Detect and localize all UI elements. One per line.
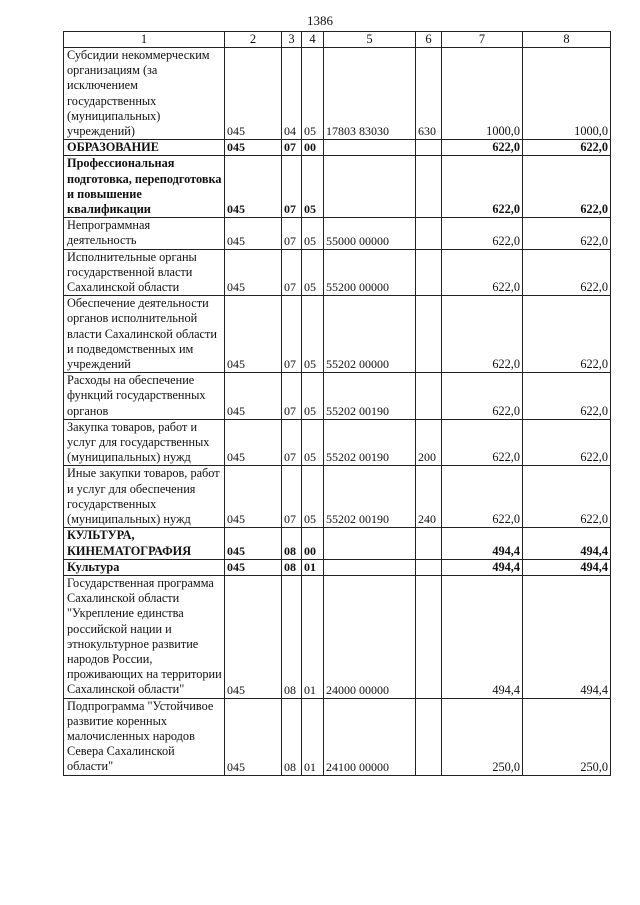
row-department-code: 045 xyxy=(225,559,282,575)
row-expense-type xyxy=(416,249,442,296)
row-expense-type xyxy=(416,698,442,775)
row-target-article xyxy=(324,528,416,559)
table-row xyxy=(64,466,611,528)
row-subsection-code: 05 xyxy=(302,218,324,249)
table-row xyxy=(64,218,611,249)
row-name: Подпрограмма "Устойчивое развитие коренных малочисленных народов Севера Сахалинской области" xyxy=(64,698,225,775)
row-target-article xyxy=(324,140,416,156)
row-expense-type xyxy=(416,296,442,373)
row-sum-column-7: 622,0 xyxy=(442,249,523,296)
row-subsection-code: 00 xyxy=(302,140,324,156)
row-department-code: 045 xyxy=(225,575,282,698)
row-section-code: 07 xyxy=(282,296,302,373)
row-sum-column-7: 250,0 xyxy=(442,698,523,775)
row-department-code: 045 xyxy=(225,466,282,528)
header-cell: 3 xyxy=(282,32,302,48)
row-sum-column-7: 622,0 xyxy=(442,156,523,218)
header-cell: 2 xyxy=(225,32,282,48)
row-target-article: 55000 00000 xyxy=(324,218,416,249)
row-target-article: 55202 00000 xyxy=(324,296,416,373)
row-name: Иные закупки товаров, работ и услуг для обеспечения государственных (муниципальных) нужд xyxy=(64,466,225,528)
row-department-code: 045 xyxy=(225,373,282,420)
header-cell: 1 xyxy=(64,32,225,48)
row-sum-column-7: 494,4 xyxy=(442,575,523,698)
header-cell: 4 xyxy=(302,32,324,48)
row-sum-column-7: 622,0 xyxy=(442,296,523,373)
row-target-article xyxy=(324,156,416,218)
row-section-code: 07 xyxy=(282,373,302,420)
row-sum-column-8: 494,4 xyxy=(523,575,611,698)
row-department-code: 045 xyxy=(225,218,282,249)
row-department-code: 045 xyxy=(225,528,282,559)
table-row xyxy=(64,559,611,575)
row-target-article: 17803 83030 xyxy=(324,48,416,140)
page-number: 1386 xyxy=(307,13,333,28)
row-name: ОБРАЗОВАНИЕ xyxy=(64,140,225,156)
row-expense-type: 200 xyxy=(416,419,442,466)
row-section-code: 08 xyxy=(282,559,302,575)
row-sum-column-8: 494,4 xyxy=(523,528,611,559)
row-name: Непрограммная деятельность xyxy=(64,218,225,249)
row-name: Субсидии некоммерческим организациям (за исключением государственных (муниципальных) учреждений) xyxy=(64,48,225,140)
table-row xyxy=(64,373,611,420)
row-expense-type xyxy=(416,156,442,218)
table-row xyxy=(64,528,611,559)
row-name: Культура xyxy=(64,559,225,575)
table-row xyxy=(64,419,611,466)
row-name: Закупка товаров, работ и услуг для государственных (муниципальных) нужд xyxy=(64,419,225,466)
row-expense-type: 630 xyxy=(416,48,442,140)
row-subsection-code: 05 xyxy=(302,48,324,140)
header-cell: 7 xyxy=(442,32,523,48)
row-department-code: 045 xyxy=(225,296,282,373)
table-row xyxy=(64,140,611,156)
row-sum-column-8: 622,0 xyxy=(523,373,611,420)
row-section-code: 08 xyxy=(282,698,302,775)
row-expense-type xyxy=(416,218,442,249)
row-department-code: 045 xyxy=(225,156,282,218)
row-section-code: 07 xyxy=(282,466,302,528)
row-sum-column-7: 622,0 xyxy=(442,218,523,249)
row-section-code: 08 xyxy=(282,528,302,559)
row-name: Расходы на обеспечение функций государственных органов xyxy=(64,373,225,420)
row-subsection-code: 05 xyxy=(302,249,324,296)
row-sum-column-8: 622,0 xyxy=(523,249,611,296)
row-sum-column-8: 1000,0 xyxy=(523,48,611,140)
row-target-article xyxy=(324,559,416,575)
row-subsection-code: 01 xyxy=(302,575,324,698)
row-section-code: 07 xyxy=(282,140,302,156)
row-sum-column-7: 622,0 xyxy=(442,466,523,528)
row-section-code: 07 xyxy=(282,218,302,249)
row-subsection-code: 05 xyxy=(302,296,324,373)
table-row xyxy=(64,296,611,373)
table-row xyxy=(64,48,611,140)
row-subsection-code: 01 xyxy=(302,698,324,775)
row-sum-column-7: 494,4 xyxy=(442,528,523,559)
row-subsection-code: 05 xyxy=(302,156,324,218)
row-subsection-code: 01 xyxy=(302,559,324,575)
row-expense-type xyxy=(416,559,442,575)
row-sum-column-7: 622,0 xyxy=(442,373,523,420)
header-row xyxy=(64,32,611,48)
row-section-code: 07 xyxy=(282,249,302,296)
row-sum-column-7: 1000,0 xyxy=(442,48,523,140)
row-name: КУЛЬТУРА, КИНЕМАТОГРАФИЯ xyxy=(64,528,225,559)
row-sum-column-8: 622,0 xyxy=(523,218,611,249)
budget-table xyxy=(63,31,611,776)
table-row xyxy=(64,156,611,218)
row-expense-type xyxy=(416,528,442,559)
row-name: Исполнительные органы государственной власти Сахалинской области xyxy=(64,249,225,296)
row-name: Обеспечение деятельности органов исполнительной власти Сахалинской области и подведомственных им учреждений xyxy=(64,296,225,373)
row-sum-column-8: 622,0 xyxy=(523,156,611,218)
row-sum-column-8: 622,0 xyxy=(523,466,611,528)
row-target-article: 24000 00000 xyxy=(324,575,416,698)
row-subsection-code: 05 xyxy=(302,466,324,528)
table-row xyxy=(64,249,611,296)
row-sum-column-8: 622,0 xyxy=(523,296,611,373)
row-sum-column-8: 494,4 xyxy=(523,559,611,575)
row-sum-column-7: 622,0 xyxy=(442,419,523,466)
row-department-code: 045 xyxy=(225,249,282,296)
row-sum-column-8: 622,0 xyxy=(523,140,611,156)
row-section-code: 07 xyxy=(282,419,302,466)
row-subsection-code: 05 xyxy=(302,373,324,420)
row-sum-column-7: 622,0 xyxy=(442,140,523,156)
row-target-article: 55202 00190 xyxy=(324,373,416,420)
row-sum-column-8: 622,0 xyxy=(523,419,611,466)
table-row xyxy=(64,698,611,775)
row-subsection-code: 05 xyxy=(302,419,324,466)
header-cell: 5 xyxy=(324,32,416,48)
row-section-code: 07 xyxy=(282,156,302,218)
row-name: Профессиональная подготовка, переподготовка и повышение квалификации xyxy=(64,156,225,218)
row-department-code: 045 xyxy=(225,48,282,140)
header-cell: 6 xyxy=(416,32,442,48)
row-target-article: 55202 00190 xyxy=(324,419,416,466)
row-name: Государственная программа Сахалинской области "Укрепление единства российской нации и этнокультурное развитие народов России, проживающих на территории Сахалинской области" xyxy=(64,575,225,698)
row-department-code: 045 xyxy=(225,419,282,466)
row-target-article: 55200 00000 xyxy=(324,249,416,296)
row-expense-type xyxy=(416,373,442,420)
row-department-code: 045 xyxy=(225,140,282,156)
row-target-article: 55202 00190 xyxy=(324,466,416,528)
row-section-code: 08 xyxy=(282,575,302,698)
row-expense-type xyxy=(416,140,442,156)
row-department-code: 045 xyxy=(225,698,282,775)
row-subsection-code: 00 xyxy=(302,528,324,559)
header-cell: 8 xyxy=(523,32,611,48)
row-expense-type xyxy=(416,575,442,698)
table-row xyxy=(64,575,611,698)
row-sum-column-8: 250,0 xyxy=(523,698,611,775)
row-sum-column-7: 494,4 xyxy=(442,559,523,575)
row-section-code: 04 xyxy=(282,48,302,140)
row-expense-type: 240 xyxy=(416,466,442,528)
row-target-article: 24100 00000 xyxy=(324,698,416,775)
